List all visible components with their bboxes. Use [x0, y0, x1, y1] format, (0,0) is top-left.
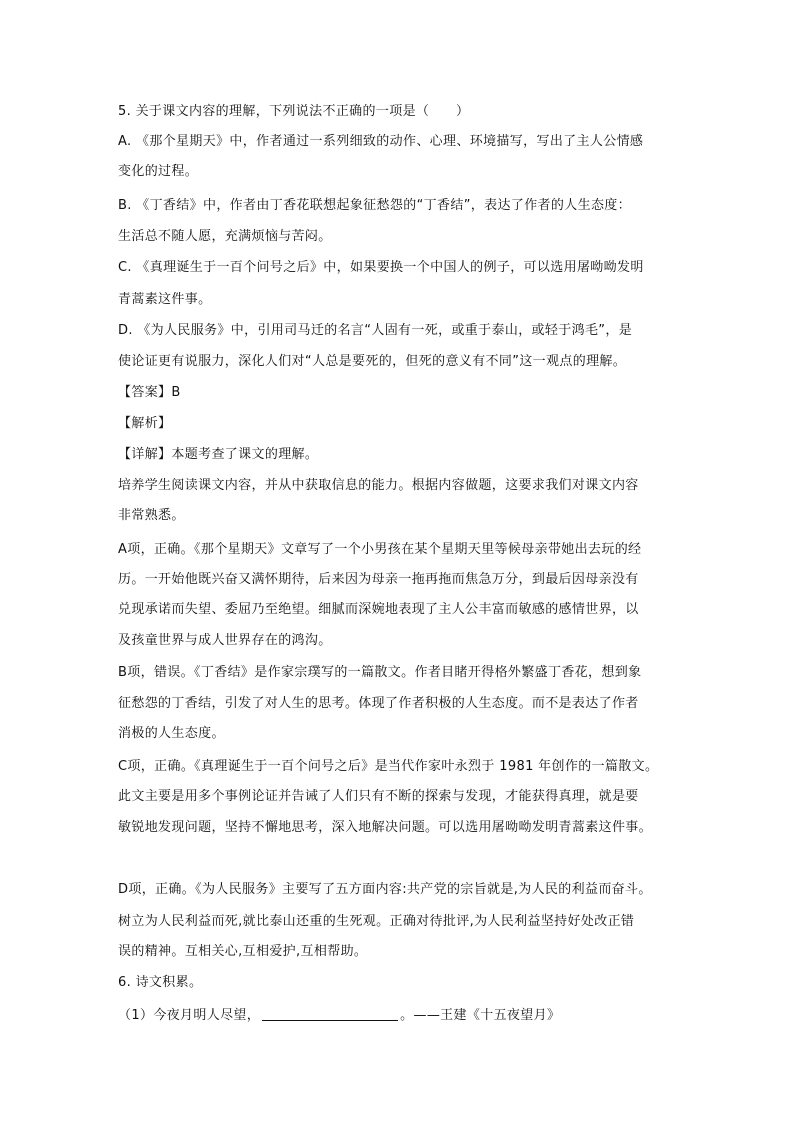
fill-in-blank[interactable] [262, 1006, 398, 1021]
explain-a-line-3: 兑现承诺而失望、委屈乃至绝望。细腻而深婉地表现了主人公丰富而敏感的感情世界，以 [118, 602, 639, 617]
question-6-stem: 6. 诗文积累。 [118, 975, 203, 990]
option-b-line-2: 生活总不随人愿，充满烦恼与苦闷。 [118, 229, 332, 244]
item-1-text-before: （1）今夜月明人尽望， [118, 1008, 261, 1023]
explain-c-line-3: 敏锐地发现问题，坚持不懈地思考，深入地解决问题。可以选用屠呦呦发明青蒿素这件事。 [118, 820, 653, 835]
item-1-text-after: 。——王建《十五夜望月》 [400, 1008, 561, 1023]
answer-label: 【答案】B [118, 385, 181, 400]
explain-b-line-3: 消极的人生态度。 [118, 726, 225, 741]
analysis-label: 【解析】 [118, 416, 172, 431]
option-a-line-2: 变化的过程。 [118, 164, 199, 179]
explain-c-line-1: C项，正确。《真理诞生于一百个问号之后》是当代作家叶永烈于 1981 年创作的一篇散文。 [118, 759, 659, 774]
explain-a-line-2: 历。一开始他既兴奋又满怀期待，后来因为母亲一拖再拖而焦急万分，到最后因母亲没有 [118, 572, 639, 587]
explain-d-line-2: 树立为人民利益而死,就比泰山还重的生死观。正确对待批评,为人民利益坚持好处改正错 [118, 914, 635, 929]
explain-c-line-2: 此文主要是用多个事例论证并告诫了人们只有不断的探索与发现，才能获得真理，就是要 [118, 789, 639, 804]
option-b-line-1: B. 《丁香结》中，作者由丁香花联想起象征愁怨的“丁香结”，表达了作者的人生态度： [118, 198, 632, 213]
option-c-line-1: C. 《真理诞生于一百个问号之后》中，如果要换一个中国人的例子，可以选用屠呦呦发明 [118, 260, 644, 275]
intro-line-1: 培养学生阅读课文内容，并从中获取信息的能力。根据内容做题，这要求我们对课文内容 [118, 478, 639, 493]
explain-a-line-4: 及孩童世界与成人世界存在的鸿沟。 [118, 633, 332, 648]
option-a-line-1: A. 《那个星期天》中，作者通过一系列细致的动作、心理、环境描写，写出了主人公情感 [118, 134, 644, 149]
option-d-line-1: D. 《为人民服务》中，引用司马迁的名言“人固有一死，或重于泰山，或轻于鸿毛”，是 [118, 323, 633, 338]
explain-b-line-1: B项，错误。《丁香结》是作家宗璞写的一篇散文。作者目睹开得格外繁盛丁香花，想到象 [118, 665, 642, 680]
explain-d-line-1: D项，正确。《为人民服务》主要写了五方面内容:共产党的宗旨就是,为人民的利益而奋斗。 [118, 882, 652, 897]
explain-b-line-2: 征愁怨的丁香结，引发了对人生的思考。体现了作者积极的人生态度。而不是表达了作者 [118, 696, 639, 711]
option-d-line-2: 使论证更有说服力，深化人们对“人总是要死的，但死的意义有不同”这一观点的理解。 [118, 354, 627, 369]
question-5-stem: 5. 关于课文内容的理解，下列说法不正确的一项是（ ） [118, 104, 470, 119]
option-c-line-2: 青蒿素这件事。 [118, 292, 212, 307]
explain-d-line-3: 误的精神。互相关心,互相爱护,互相帮助。 [118, 944, 368, 959]
detail-label: 【详解】本题考查了课文的理解。 [118, 447, 319, 462]
explain-a-line-1: A项，正确。《那个星期天》文章写了一个小男孩在某个星期天里等候母亲带她出去玩的经 [118, 542, 642, 557]
question-6-item-1 [118, 1006, 698, 1026]
intro-line-2: 非常熟悉。 [118, 508, 185, 523]
